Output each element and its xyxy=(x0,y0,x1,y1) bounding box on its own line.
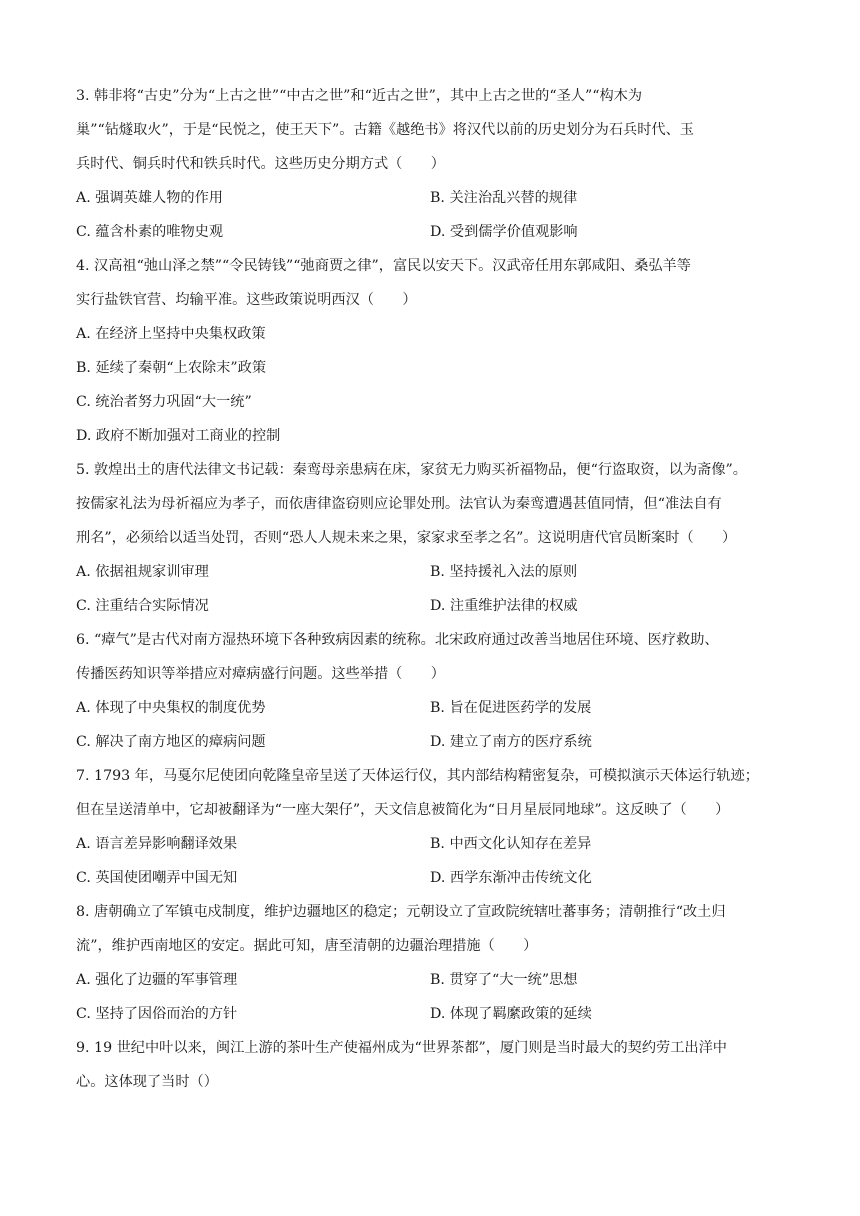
question-5-option-d[interactable]: D. 注重维护法律的权威 xyxy=(430,598,578,614)
question-8-stem-line-1: 8. 唐朝确立了军镇屯戍制度，维护边疆地区的稳定；元朝设立了宣政院统辖吐蕃事务；清朝推行“改土归 xyxy=(76,904,726,920)
question-6-option-b[interactable]: B. 旨在促进医药学的发展 xyxy=(430,700,592,716)
question-4-stem-line-2: 实行盐铁官营、均输平准。这些政策说明西汉（ ） xyxy=(76,292,417,308)
question-6-option-c[interactable]: C. 解决了南方地区的瘴病问题 xyxy=(76,734,266,750)
question-8-stem-line-2: 流”，维护西南地区的安定。据此可知，唐至清朝的边疆治理措施（ ） xyxy=(76,938,538,954)
question-7-option-d[interactable]: D. 西学东渐冲击传统文化 xyxy=(430,870,592,886)
question-3-stem-line-3: 兵时代、铜兵时代和铁兵时代。这些历史分期方式（ ） xyxy=(76,156,445,172)
question-7-option-b[interactable]: B. 中西文化认知存在差异 xyxy=(430,836,592,852)
question-7-option-c[interactable]: C. 英国使团嘲弄中国无知 xyxy=(76,870,238,886)
question-3-option-c[interactable]: C. 蕴含朴素的唯物史观 xyxy=(76,224,224,240)
question-6-stem-line-2: 传播医药知识等举措应对瘴病盛行问题。这些举措（ ） xyxy=(76,666,445,682)
question-5-stem-line-1: 5. 敦煌出土的唐代法律文书记载：秦鸾母亲患病在床，家贫无力购买祈福物品，便“行盗取资，以为斋像”。 xyxy=(76,462,747,478)
question-3-option-b[interactable]: B. 关注治乱兴替的规律 xyxy=(430,190,578,206)
question-3-option-a[interactable]: A. 强调英雄人物的作用 xyxy=(76,190,223,206)
question-5-option-a[interactable]: A. 依据祖规家训审理 xyxy=(76,564,209,580)
question-9-stem-line-1: 9. 19 世纪中叶以来，闽江上游的茶叶生产使福州成为“世界茶都”，厦门则是当时最大的契约劳工出洋中 xyxy=(76,1040,727,1056)
question-7-option-a[interactable]: A. 语言差异影响翻译效果 xyxy=(76,836,238,852)
question-6-stem-line-1: 6. “瘴气”是古代对南方湿热环境下各种致病因素的统称。北宋政府通过改善当地居住环境、医疗救助、 xyxy=(76,632,719,648)
question-3-stem-line-2: 巢”“钻燧取火”，于是“民悦之，使王天下”。古籍《越绝书》将汉代以前的历史划分为石兵时代、玉 xyxy=(76,122,694,138)
question-8-option-c[interactable]: C. 坚持了因俗而治的方针 xyxy=(76,1006,238,1022)
question-9-stem-line-2: 心。这体现了当时（） xyxy=(76,1074,218,1090)
question-5-option-c[interactable]: C. 注重结合实际情况 xyxy=(76,598,209,614)
question-5-stem-line-3: 刑名”，必须给以适当处罚，否则“恐人人规未来之果，家家求至孝之名”。这说明唐代官员断案时（ ） xyxy=(76,530,737,546)
question-6-option-d[interactable]: D. 建立了南方的医疗系统 xyxy=(430,734,592,750)
question-5-stem-line-2: 按儒家礼法为母祈福应为孝子，而依唐律盗窃则应论罪处刑。法官认为秦鸾遭遇甚值同情，但“准法自有 xyxy=(76,496,722,512)
question-4-option-a[interactable]: A. 在经济上坚持中央集权政策 xyxy=(76,326,266,342)
question-5-option-b[interactable]: B. 坚持援礼入法的原则 xyxy=(430,564,578,580)
question-7-stem-line-2: 但在呈送清单中，它却被翻译为“一座大架仔”，天文信息被简化为“日月星辰同地球”。这反映了（ ） xyxy=(76,802,730,818)
question-8-option-d[interactable]: D. 体现了羁縻政策的延续 xyxy=(430,1006,592,1022)
question-7-stem-line-1: 7. 1793 年，马戛尔尼使团向乾隆皇帝呈送了天体运行仪，其内部结构精密复杂，可模拟演示天体运行轨迹； xyxy=(76,768,759,784)
question-8-option-a[interactable]: A. 强化了边疆的军事管理 xyxy=(76,972,238,988)
question-6-option-a[interactable]: A. 体现了中央集权的制度优势 xyxy=(76,700,266,716)
question-4-option-d[interactable]: D. 政府不断加强对工商业的控制 xyxy=(76,428,281,444)
question-4-stem-line-1: 4. 汉高祖“弛山泽之禁”“令民铸钱”“弛商贾之律”，富民以安天下。汉武帝任用东郭咸阳、桑弘羊等 xyxy=(76,258,691,274)
question-3-stem-line-1: 3. 韩非将“古史”分为“上古之世”“中古之世”和“近古之世”，其中上古之世的“圣人”“构木为 xyxy=(76,88,643,104)
question-8-option-b[interactable]: B. 贯穿了“大一统”思想 xyxy=(430,972,578,988)
question-4-option-b[interactable]: B. 延续了秦朝“上农除末”政策 xyxy=(76,360,267,376)
question-3-option-d[interactable]: D. 受到儒学价值观影响 xyxy=(430,224,578,240)
question-4-option-c[interactable]: C. 统治者努力巩固“大一统” xyxy=(76,394,252,410)
